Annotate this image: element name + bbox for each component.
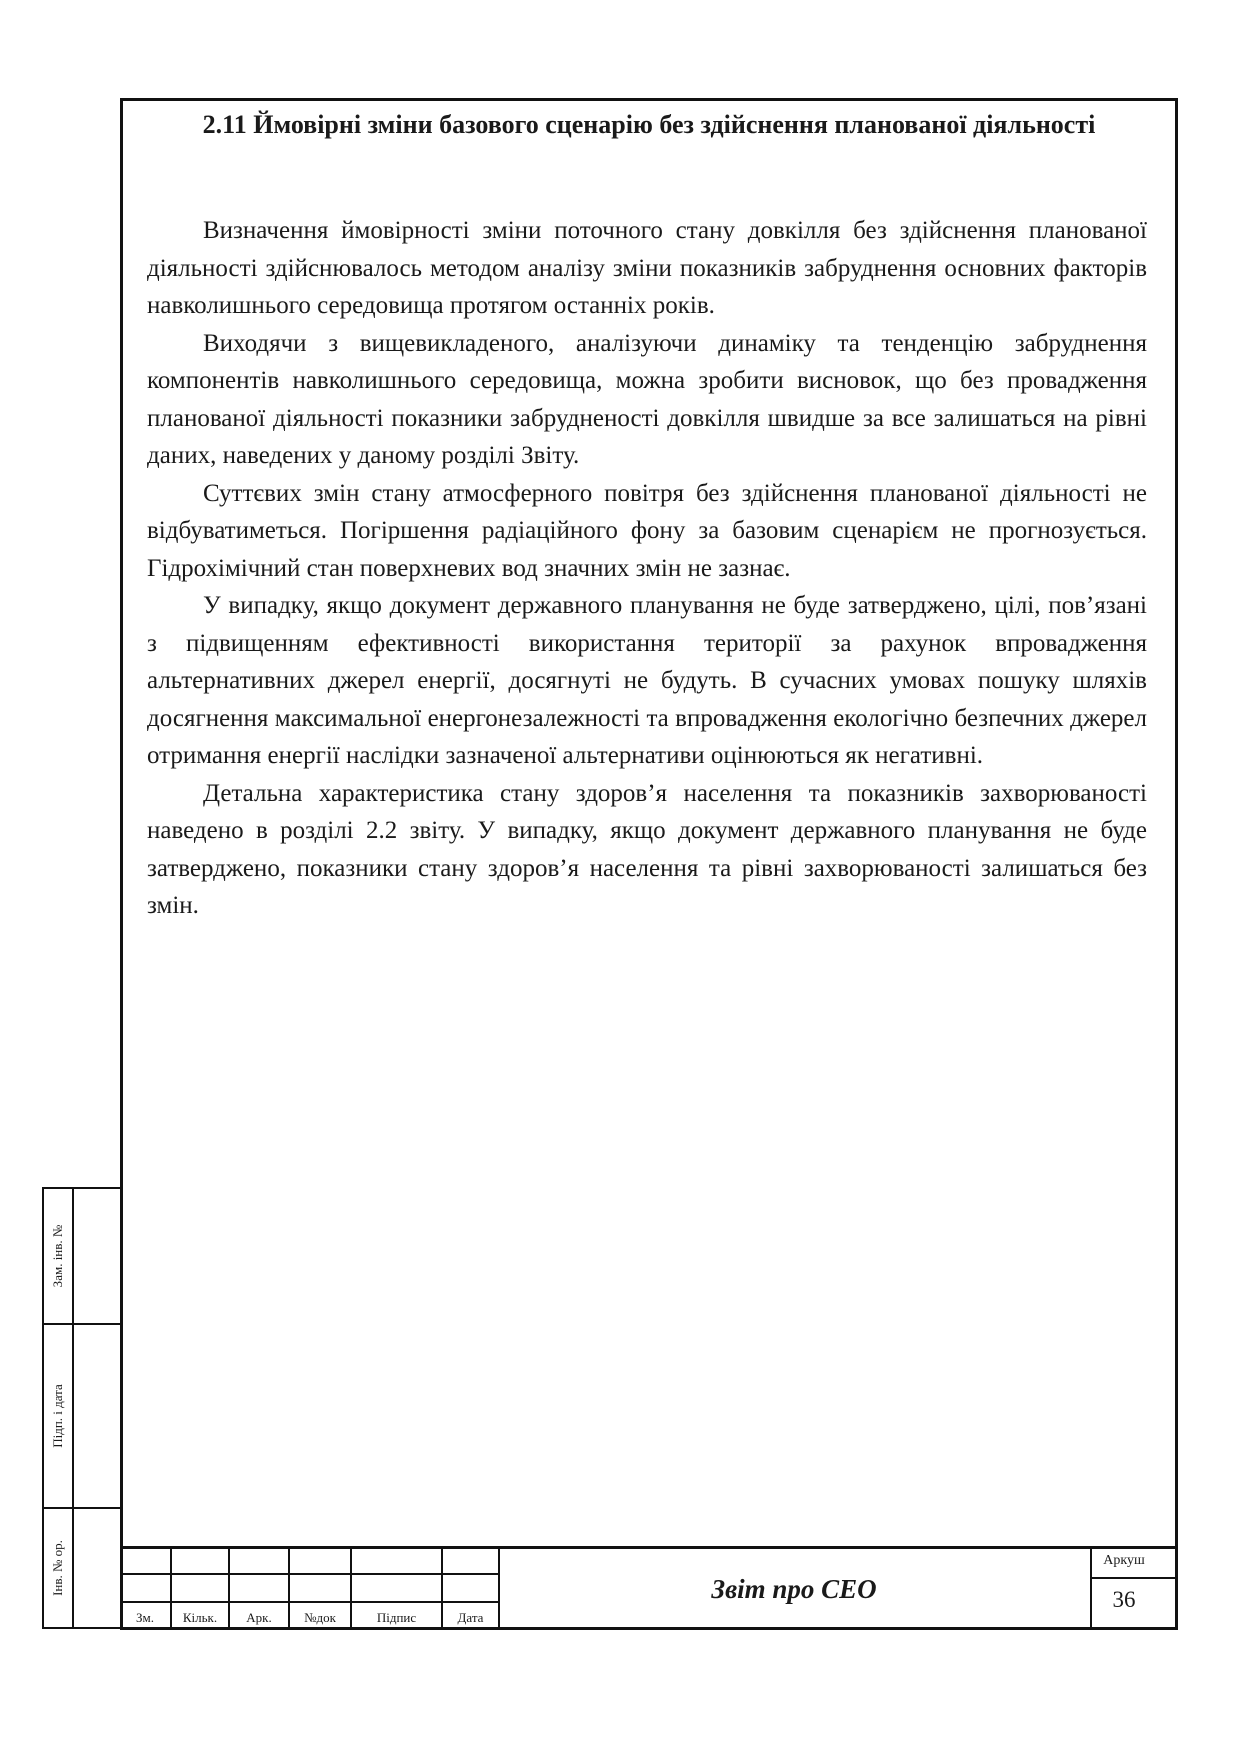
side-stamp-strip: [42, 1187, 120, 1629]
side-row-original-inventory: [44, 1509, 120, 1627]
sheet-line: [1090, 1577, 1175, 1579]
col-header: Підпис: [376, 1610, 417, 1625]
paragraph: Детальна характеристика стану здоров’я населення та показників захворюваності наведено в розділі 2.2 звіту. У випадку, якщо документ державного планування не буде затверджено, показники стану здоров’я населення та рівні захворюваності залишаться без змін.: [147, 779, 1147, 919]
col-header: Дата: [457, 1610, 484, 1625]
paragraph: Суттєвих змін стану атмосферного повітря без здійснення планованої діяльності не відбуватиметься. Погіршення радіаційного фону за базовим сценарієм не прогнозується. Гідрохімічний стан поверхневих вод значних змін не зазнає.: [147, 479, 1147, 582]
body-text: [147, 212, 1147, 925]
title-block: [120, 1546, 1178, 1630]
col-header: Зм.: [136, 1610, 154, 1625]
paragraph: У випадку, якщо документ державного планування не буде затверджено, цілі, пов’язані з підвищенням ефективності використання території за рахунок впровадження альтернативних джерел енергії, досягнуті не будуть. В сучасних умовах пошуку шляхів досягнення максимальної енергонезалежності та впровадження екологічно безпечних джерел отримання енергії наслідки зазначеної альтернативи оцінюються як негативні.: [147, 592, 1147, 769]
paragraph: Визначення ймовірності зміни поточного стану довкілля без здійснення планованої діяльності здійснювалось методом аналізу зміни показників забруднення основних факторів навколишнього середовища протягом останніх років.: [147, 217, 1147, 319]
col-change: [120, 1549, 172, 1630]
section-heading: 2.11 Ймовірні зміни базового сценарію без здійснення планованої діяльності: [202, 110, 1096, 139]
col-signature: [352, 1549, 443, 1630]
side-row-signature-date: [44, 1325, 120, 1509]
col-sheet: [230, 1549, 290, 1630]
side-label: Зам. інв. №: [50, 1224, 65, 1288]
col-doc-number: [290, 1549, 352, 1630]
sheet-label: Аркуш: [1103, 1553, 1145, 1568]
side-row-replacement-inventory: [44, 1189, 120, 1325]
col-header: Кільк.: [182, 1610, 218, 1625]
paragraph: Виходячи з вищевикладеного, аналізуючи динаміку та тенденцію забруднення компонентів навколишнього середовища, можна зробити висновок, що без провадження планованої діяльності показники забрудненості довкілля швидше за все залишаться на рівні даних, наведених у даному розділі Звіту.: [147, 329, 1147, 469]
document-title: Звіт про СЕО: [711, 1574, 877, 1604]
side-label: Інв. № ор.: [50, 1540, 65, 1596]
sheet-number: 36: [1112, 1587, 1136, 1612]
col-header: №док: [304, 1610, 336, 1625]
col-header: Арк.: [246, 1610, 272, 1625]
col-date: [443, 1549, 500, 1630]
col-quantity: [172, 1549, 230, 1630]
side-label: Підп. і дата: [50, 1384, 65, 1448]
